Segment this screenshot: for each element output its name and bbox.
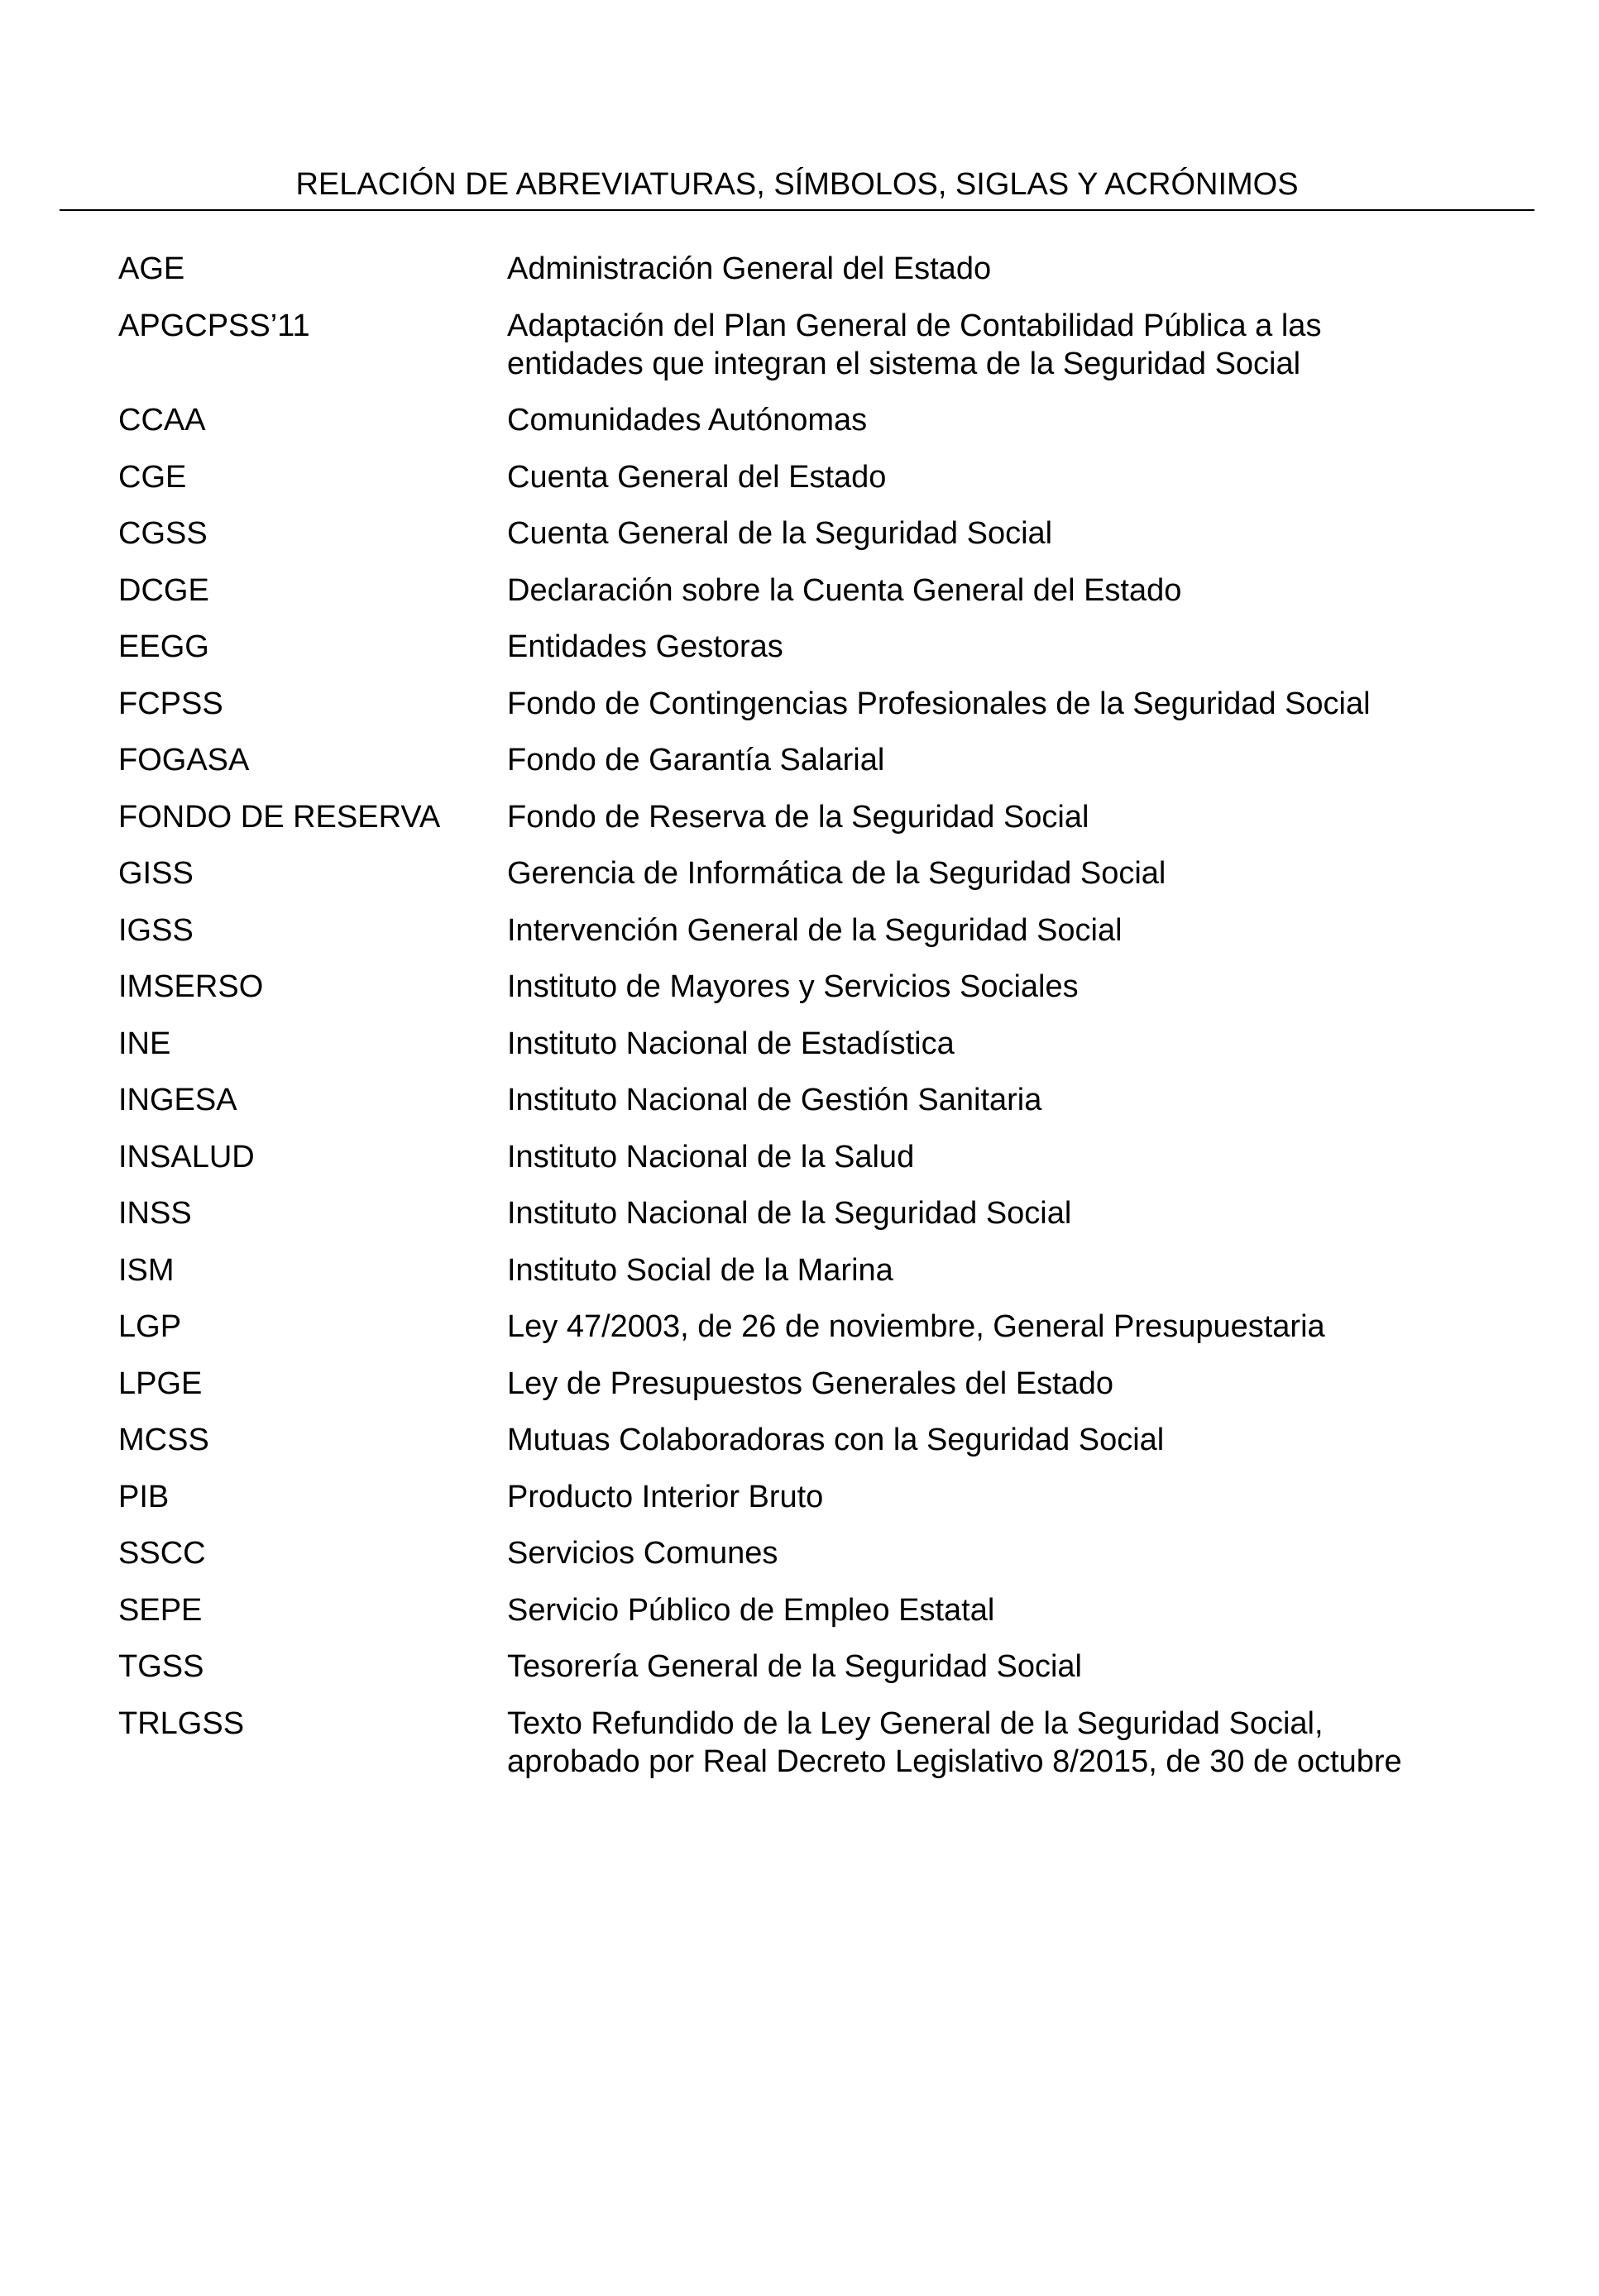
- abbreviation-term: SSCC: [118, 1536, 206, 1571]
- abbreviation-entry: [0, 401, 1599, 439]
- abbreviation-entry: [0, 458, 1599, 496]
- abbreviation-term: INGESA: [118, 1083, 237, 1117]
- definition-line: Instituto Nacional de la Seguridad Social: [507, 1196, 1072, 1231]
- abbreviation-definition: [507, 628, 1500, 666]
- abbreviation-entry: [0, 628, 1599, 666]
- abbreviation-term: FONDO DE RESERVA: [118, 799, 441, 835]
- abbreviation-definition: [507, 1194, 1500, 1232]
- definition-line: Instituto Nacional de Estadística: [507, 1026, 955, 1061]
- abbreviation-entry: [0, 1534, 1599, 1572]
- abbreviation-definition: [507, 1648, 1500, 1686]
- definition-line: Instituto Nacional de Gestión Sanitaria: [507, 1083, 1042, 1117]
- definition-line: Declaración sobre la Cuenta General del Estado: [507, 572, 1182, 608]
- abbreviation-definition: [507, 854, 1500, 892]
- abbreviation-entry: [0, 854, 1599, 892]
- definition-line: Instituto Social de la Marina: [507, 1252, 893, 1288]
- abbreviation-term: AGE: [118, 251, 185, 286]
- abbreviation-term: DCGE: [118, 572, 209, 608]
- abbreviation-entry: [0, 514, 1599, 552]
- definition-line: Fondo de Garantía Salarial: [507, 743, 885, 777]
- definition-line: Comunidades Autónomas: [507, 403, 868, 438]
- abbreviation-definition: [507, 514, 1500, 552]
- abbreviation-definition: [507, 1365, 1500, 1403]
- abbreviation-entry: [0, 798, 1599, 836]
- definition-line: Cuenta General del Estado: [507, 459, 887, 495]
- abbreviation-term: CGE: [118, 459, 187, 495]
- definition-line: aprobado por Real Decreto Legislativo 8/2015, de 30 de octubre: [507, 1744, 1402, 1779]
- abbreviation-entry: [0, 1705, 1599, 1781]
- abbreviation-entry: [0, 1421, 1599, 1459]
- title-divider: [60, 209, 1534, 211]
- abbreviation-entry: [0, 1251, 1599, 1289]
- abbreviation-definition: [507, 1705, 1500, 1781]
- abbreviation-term: EEGG: [118, 629, 209, 664]
- abbreviation-definition: [507, 1081, 1500, 1119]
- abbreviation-term: ISM: [118, 1252, 175, 1288]
- abbreviation-term: CCAA: [118, 403, 206, 438]
- definition-line: Fondo de Contingencias Profesionales de la Seguridad Social: [507, 686, 1371, 721]
- abbreviation-entry: [0, 250, 1599, 288]
- definition-line: Administración General del Estado: [507, 251, 992, 286]
- definition-line: Cuenta General de la Seguridad Social: [507, 516, 1053, 551]
- definition-line: Instituto Nacional de la Salud: [507, 1139, 915, 1174]
- definition-line: Adaptación del Plan General de Contabilidad Pública a las: [507, 308, 1322, 343]
- abbreviation-definition: [507, 458, 1500, 496]
- abbreviation-entry: [0, 1138, 1599, 1176]
- abbreviation-definition: [507, 1251, 1500, 1289]
- abbreviation-definition: [507, 1138, 1500, 1176]
- abbreviation-entry: [0, 1308, 1599, 1346]
- abbreviation-term: SEPE: [118, 1592, 203, 1628]
- definition-line: Ley de Presupuestos Generales del Estado: [507, 1366, 1114, 1401]
- abbreviation-term: TGSS: [118, 1649, 204, 1684]
- abbreviation-entry: [0, 685, 1599, 723]
- definition-line: Servicio Público de Empleo Estatal: [507, 1592, 995, 1628]
- abbreviation-term: MCSS: [118, 1423, 209, 1457]
- abbreviation-term: PIB: [118, 1479, 170, 1514]
- abbreviation-entry: [0, 911, 1599, 949]
- definition-line: Entidades Gestoras: [507, 629, 783, 664]
- abbreviation-entry: [0, 1025, 1599, 1063]
- abbreviation-entry: [0, 1081, 1599, 1119]
- abbreviation-term: IGSS: [118, 912, 194, 948]
- abbreviation-term: TRLGSS: [118, 1705, 245, 1741]
- abbreviation-list: [0, 250, 1599, 1799]
- abbreviation-entry: [0, 1478, 1599, 1516]
- abbreviation-term: GISS: [118, 856, 194, 891]
- abbreviation-term: INSS: [118, 1196, 192, 1231]
- abbreviation-term: LPGE: [118, 1366, 203, 1401]
- abbreviation-definition: [507, 798, 1500, 836]
- definition-line: entidades que integran el sistema de la Seguridad Social: [507, 346, 1301, 381]
- abbreviation-definition: [507, 1534, 1500, 1572]
- abbreviation-term: CGSS: [118, 516, 208, 551]
- abbreviation-definition: [507, 911, 1500, 949]
- abbreviation-definition: [507, 1478, 1500, 1516]
- abbreviation-entry: [0, 1591, 1599, 1629]
- definition-line: Instituto de Mayores y Servicios Sociales: [507, 969, 1079, 1004]
- abbreviation-entry: [0, 1194, 1599, 1232]
- definition-line: Ley 47/2003, de 26 de noviembre, General Presupuestaria: [507, 1309, 1325, 1344]
- definition-line: Fondo de Reserva de la Seguridad Social: [507, 799, 1089, 835]
- abbreviation-definition: [507, 1591, 1500, 1629]
- abbreviation-definition: [507, 968, 1500, 1006]
- abbreviation-definition: [507, 250, 1500, 288]
- abbreviation-definition: [507, 741, 1500, 779]
- abbreviation-definition: [507, 685, 1500, 723]
- abbreviation-term: LGP: [118, 1309, 182, 1344]
- abbreviation-term: IMSERSO: [118, 969, 264, 1004]
- definition-line: Texto Refundido de la Ley General de la Seguridad Social,: [507, 1705, 1324, 1741]
- abbreviation-entry: [0, 307, 1599, 383]
- abbreviation-definition: [507, 1421, 1500, 1459]
- abbreviation-term: APGCPSS’11: [118, 308, 310, 343]
- abbreviation-term: FOGASA: [118, 743, 250, 777]
- definition-line: Servicios Comunes: [507, 1536, 778, 1571]
- definition-line: Gerencia de Informática de la Seguridad Social: [507, 856, 1166, 891]
- abbreviation-definition: [507, 1308, 1500, 1346]
- abbreviation-definition: [507, 572, 1500, 610]
- abbreviation-term: FCPSS: [118, 686, 223, 721]
- abbreviation-definition: [507, 1025, 1500, 1063]
- page-title: RELACIÓN DE ABREVIATURAS, SÍMBOLOS, SIGLAS Y ACRÓNIMOS: [295, 167, 1299, 202]
- abbreviation-entry: [0, 741, 1599, 779]
- abbreviation-entry: [0, 572, 1599, 610]
- abbreviation-term: INSALUD: [118, 1139, 255, 1174]
- abbreviation-entry: [0, 1365, 1599, 1403]
- abbreviation-definition: [507, 307, 1500, 383]
- definition-line: Intervención General de la Seguridad Social: [507, 912, 1123, 948]
- abbreviation-term: INE: [118, 1026, 171, 1061]
- abbreviation-entry: [0, 968, 1599, 1006]
- definition-line: Mutuas Colaboradoras con la Seguridad Social: [507, 1423, 1165, 1457]
- definition-line: Tesorería General de la Seguridad Social: [507, 1649, 1082, 1684]
- definition-line: Producto Interior Bruto: [507, 1479, 824, 1514]
- abbreviation-entry: [0, 1648, 1599, 1686]
- abbreviation-definition: [507, 401, 1500, 439]
